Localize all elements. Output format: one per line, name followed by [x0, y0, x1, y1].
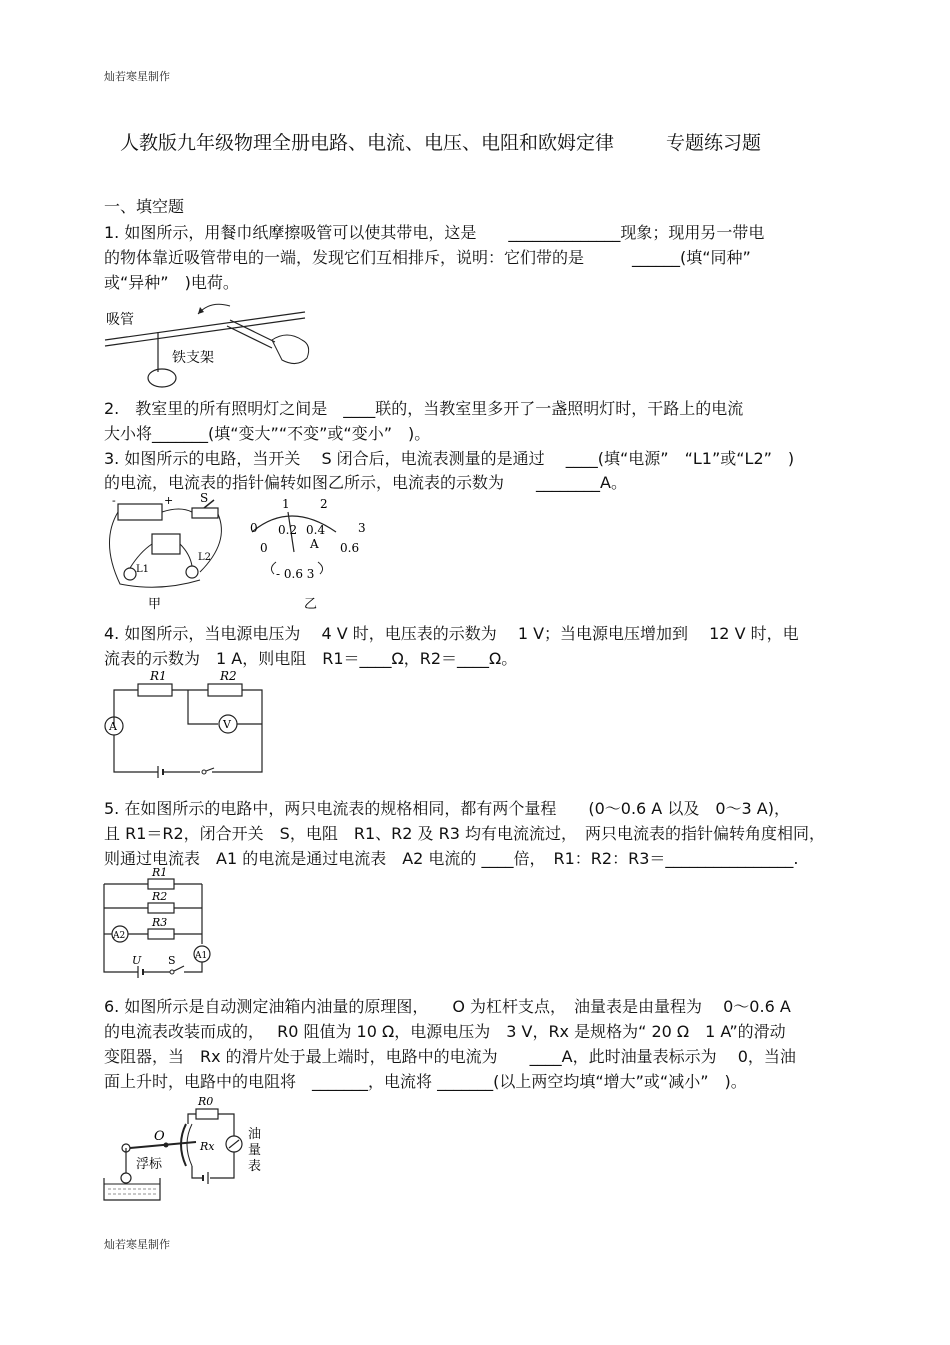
- section-heading: 一、填空题: [104, 197, 185, 216]
- q5-line1: 5. 在如图所示的电路中，两只电流表的规格相同，都有两个量程 (0～0.6 A 以及 0～3 A)，: [104, 799, 790, 818]
- wire-1: [109, 512, 200, 587]
- label-u: U: [132, 954, 142, 967]
- label-o: O: [154, 1129, 165, 1144]
- label-s: S: [168, 954, 176, 967]
- resistor-rx-inner: [187, 1124, 192, 1166]
- label-gauge-2: 量: [248, 1143, 262, 1158]
- meter-left-1: 0: [250, 521, 258, 535]
- q2-line1: 2. 教室里的所有照明灯之间是 ____联的，当教室里多开了一盏照明灯时，干路上的电流: [104, 399, 744, 418]
- label-r2: R2: [152, 890, 168, 903]
- meter-bottom-2: 0.4: [306, 523, 326, 537]
- stand-base: [148, 369, 176, 387]
- a1-wire: [184, 962, 202, 972]
- resistor-r1: [148, 879, 174, 889]
- meter-unit: A: [310, 537, 319, 551]
- page-title: [120, 128, 840, 155]
- label-straw: 吸管: [106, 312, 134, 328]
- q4-line2: 流表的示数为 1 A，则电阻 R1＝____Ω，R2＝____Ω。: [104, 649, 518, 668]
- wire-gauge-bottom: [210, 1152, 234, 1178]
- battery-plus: +: [164, 494, 174, 507]
- title-main: 人教版九年级物理全册电路、电流、电压、电阻和欧姆定律: [120, 132, 615, 154]
- wire-f: [114, 735, 158, 772]
- label-rx: Rx: [200, 1140, 215, 1153]
- resistor-rx: [181, 1124, 186, 1166]
- rotation-arrow: [198, 304, 230, 314]
- switch-pivot: [170, 970, 174, 974]
- q6-oil-tank-figure: [100, 1094, 270, 1206]
- meter-right-2: 0.6: [340, 541, 360, 555]
- meter-terminals: - 0.6 3: [276, 567, 315, 581]
- q4-circuit-figure: [100, 668, 280, 780]
- bulb-l1: [124, 568, 136, 580]
- label-l1: L1: [136, 564, 150, 575]
- q1-line2: 的物体靠近吸管带电的一端，发现它们互相排斥，说明：它们带的是 ______(填“同种”: [104, 248, 751, 267]
- q5-line2: 且 R1＝R2，闭合开关 S，电阻 R1、R2 及 R3 均有电流流过， 两只电流表的指针偏转角度相同，: [104, 824, 825, 843]
- meter-wire-right: [318, 562, 323, 574]
- resistor-r0: [196, 1109, 218, 1119]
- label-v: V: [223, 718, 231, 731]
- q6-line3: 变阻器，当 Rx 的滑片处于最上端时，电路中的电流为 ____A，此时油量表标示为 0，当油: [104, 1047, 796, 1066]
- hand-outline: [272, 335, 309, 364]
- arrow-head: [198, 307, 204, 314]
- wire-2: [162, 509, 192, 512]
- label-stand: 铁支架: [172, 350, 214, 366]
- q6-line1: 6. 如图所示是自动测定油箱内油量的原理图， O 为杠杆支点， 油量表是由量程为 0～0.6 A: [104, 997, 791, 1016]
- label-l2: L2: [198, 552, 212, 563]
- wire-battery-left: [192, 1166, 203, 1178]
- label-float: 浮标: [136, 1157, 163, 1172]
- q2-line2: 大小将_______(填“变大”“不变”或“变小” )。: [104, 424, 431, 443]
- label-yi: 乙: [304, 597, 318, 612]
- q1-line1: 1. 如图所示，用餐巾纸摩擦吸管可以使其带电，这是 ______________现象；现用另一带电: [104, 223, 765, 242]
- meter-top-1: 1: [282, 497, 290, 511]
- label-jia: 甲: [148, 597, 162, 612]
- gauge-needle: [229, 1140, 239, 1148]
- ammeter-box: [152, 534, 180, 554]
- label-r1: R1: [152, 866, 168, 879]
- wire-c: [212, 690, 262, 772]
- straw-line-top: [105, 312, 305, 340]
- label-gauge-3: 表: [248, 1159, 262, 1174]
- wire-3: [200, 514, 221, 572]
- q5-line3: 则通过电流表 A1 的电流是通过电流表 A2 电流的 ____倍， R1：R2：R3＝________________.: [104, 849, 799, 868]
- battery-box: [118, 504, 162, 520]
- battery-minus: -: [112, 494, 116, 507]
- resistor-r2: [208, 684, 242, 696]
- page-footer: 灿若寒星制作: [104, 1238, 170, 1251]
- page-header: 灿若寒星制作: [104, 70, 170, 83]
- title-sub: 专题练习题: [666, 132, 762, 154]
- wire-r0-left: [188, 1114, 196, 1124]
- resistor-r3: [148, 929, 174, 939]
- label-r3: R3: [152, 916, 168, 929]
- switch-base: [192, 508, 218, 518]
- q1-line3: 或“异种” )电荷。: [104, 273, 239, 292]
- resistor-r2: [148, 903, 174, 913]
- meter-top-2: 2: [320, 497, 328, 511]
- label-r2: R2: [220, 669, 237, 683]
- label-gauge-1: 油: [248, 1127, 262, 1142]
- tank-outline: [104, 1178, 160, 1200]
- meter-left-2: 0: [260, 541, 268, 555]
- q3-circuit-figure: [100, 492, 380, 614]
- label-switch: S: [200, 492, 209, 505]
- meter-bottom-1: 0.2: [278, 523, 298, 537]
- label-a2: A2: [113, 931, 126, 941]
- q6-line4: 面上升时，电路中的电阻将 _______，电流将 _______(以上两空均填“增大”或“减小” )。: [104, 1072, 747, 1091]
- float: [121, 1173, 131, 1183]
- switch-blade: [206, 768, 214, 771]
- wire-r0-right: [218, 1114, 234, 1136]
- resistor-r1: [138, 684, 172, 696]
- label-a1: A1: [195, 951, 208, 961]
- label-r0: R0: [198, 1095, 214, 1108]
- wire-d: [188, 690, 218, 724]
- switch-pivot: [202, 770, 206, 774]
- meter-right-1: 3: [358, 521, 366, 535]
- label-r1: R1: [150, 669, 167, 683]
- q4-line1: 4. 如图所示，当电源电压为 4 V 时，电压表的示数为 1 V；当电源电压增加到 12 V 时，电: [104, 624, 799, 643]
- wire-5: [180, 544, 192, 566]
- q3-line2: 的电流，电流表的指针偏转如图乙所示，电流表的示数为 ________A。: [104, 473, 627, 492]
- q3-line1: 3. 如图所示的电路，当开关 S 闭合后，电流表测量的是通过 ____(填“电源” “L1”或“L2” ): [104, 449, 795, 468]
- wire-a: [114, 690, 138, 726]
- bulb-l2: [186, 566, 198, 578]
- q6-line2: 的电流表改装而成的， R0 阻值为 10 Ω，电源电压为 3 V，Rx 是规格为“ 20 Ω 1 A”的滑动: [104, 1022, 786, 1041]
- q1-straw-figure: [100, 292, 330, 392]
- label-a: A: [109, 720, 117, 733]
- q5-circuit-figure: [98, 864, 218, 980]
